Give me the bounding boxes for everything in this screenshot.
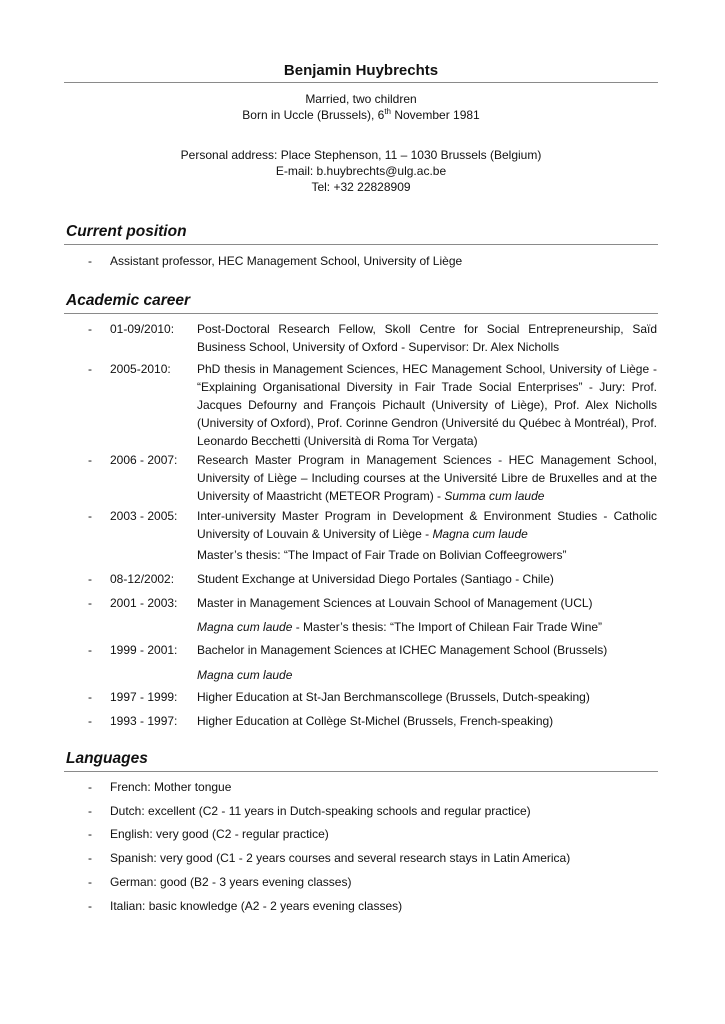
career-description: Post-Doctoral Research Fellow, Skoll Centre for Social Entrepreneurship, Saïd Business School, University of Oxford - Supervisor: Dr. Alex Nicholls: [197, 322, 657, 354]
bullet-dash: -: [88, 509, 92, 523]
section-rule: [64, 313, 658, 314]
bullet-dash: -: [88, 643, 92, 657]
bullet-dash: -: [88, 596, 92, 610]
bullet-dash: -: [88, 827, 92, 841]
section-title-current-position: Current position: [66, 223, 187, 240]
birth-text: Born in Uccle (Brussels), 6: [242, 108, 385, 122]
bullet-dash: -: [88, 453, 92, 467]
bullet-dash: -: [88, 572, 92, 586]
birth-info: [64, 108, 658, 122]
birth-month: November 1981: [391, 108, 480, 122]
career-date: 2001 - 2003:: [110, 596, 178, 610]
career-date: 1997 - 1999:: [110, 690, 178, 704]
career-date: 2006 - 2007:: [110, 453, 178, 467]
career-description: PhD thesis in Management Sciences, HEC Management School, University of Liège - “Explaining Organisational Diversity in Fair Trade Social Enterprises” - Jury: Prof. Jacques Defourny and François Pichault (University of Liège), Prof. Alex Nicholls (University of Oxford), Prof. Corinne Gendron (Université du Québec à Montréal), Prof. Leonardo Becchetti (Università di Roma Tor Vergata): [197, 362, 657, 448]
section-title-academic-career: Academic career: [66, 292, 191, 309]
bullet-dash: -: [88, 899, 92, 913]
career-description: [197, 451, 657, 505]
email: E-mail: b.huybrechts@ulg.ac.be: [275, 164, 447, 178]
career-date: 08-12/2002:: [110, 572, 175, 586]
language-item: English: very good (C2 - regular practice): [110, 827, 329, 841]
telephone: Tel: +32 22828909: [311, 180, 411, 194]
career-honors: Summa cum laude: [444, 489, 545, 503]
current-position-item: Assistant professor, HEC Management School, University of Liège: [110, 254, 463, 268]
career-text: Research Master Program in Management Sciences - HEC Management School, University of Liège – Including courses at the Université Libre de Bruxelles and at the University of Maastricht (METEOR Program) -: [197, 453, 657, 503]
career-description: Master in Management Sciences at Louvain School of Management (UCL): [197, 596, 593, 610]
personal-address: Personal address: Place Stephenson, 11 – 1030 Brussels (Belgium): [180, 148, 542, 162]
bullet-dash: -: [88, 254, 92, 268]
section-title-languages: Languages: [66, 750, 148, 767]
bullet-dash: -: [88, 322, 92, 336]
career-date: 2003 - 2005:: [110, 509, 178, 523]
career-text: Inter-university Master Program in Development & Environment Studies - Catholic University of Louvain & University of Liège -: [197, 509, 657, 541]
cv-name: Benjamin Huybrechts: [283, 62, 439, 79]
career-date: 01-09/2010:: [110, 322, 175, 336]
language-item: French: Mother tongue: [110, 780, 232, 794]
career-honors: Magna cum laude: [432, 527, 528, 541]
career-honors-line: [197, 666, 657, 684]
bullet-dash: -: [88, 714, 92, 728]
career-honors: Magna cum laude: [197, 620, 293, 634]
language-item: Italian: basic knowledge (A2 - 2 years evening classes): [110, 899, 403, 913]
birth-sup: th: [384, 107, 391, 116]
career-date: 1993 - 1997:: [110, 714, 178, 728]
bullet-dash: -: [88, 804, 92, 818]
career-honors: Magna cum laude: [197, 668, 293, 682]
bullet-dash: -: [88, 690, 92, 704]
bullet-dash: -: [88, 875, 92, 889]
marital-status: Married, two children: [305, 92, 417, 106]
bullet-dash: -: [88, 780, 92, 794]
career-date: 2005-2010:: [110, 362, 171, 376]
career-thesis-text: - Master’s thesis: “The Import of Chilean Fair Trade Wine”: [292, 620, 603, 634]
bullet-dash: -: [88, 851, 92, 865]
language-item: German: good (B2 - 3 years evening classes): [110, 875, 352, 889]
language-item: Spanish: very good (C1 - 2 years courses and several research stays in Latin America): [110, 851, 571, 865]
career-description: Student Exchange at Universidad Diego Portales (Santiago - Chile): [197, 572, 554, 586]
career-description: Bachelor in Management Sciences at ICHEC Management School (Brussels): [197, 643, 608, 657]
career-thesis: [197, 618, 657, 636]
bullet-dash: -: [88, 362, 92, 376]
career-thesis: Master’s thesis: “The Impact of Fair Trade on Bolivian Coffeegrowers”: [197, 548, 567, 562]
career-description: [197, 507, 657, 543]
career-date: 1999 - 2001:: [110, 643, 178, 657]
language-item: Dutch: excellent (C2 - 11 years in Dutch-speaking schools and regular practice): [110, 804, 531, 818]
career-description: Higher Education at Collège St-Michel (Brussels, French-speaking): [197, 714, 554, 728]
header-rule: [64, 82, 658, 83]
career-description: Higher Education at St-Jan Berchmanscollege (Brussels, Dutch-speaking): [197, 690, 590, 704]
section-rule: [64, 244, 658, 245]
section-rule: [64, 771, 658, 772]
